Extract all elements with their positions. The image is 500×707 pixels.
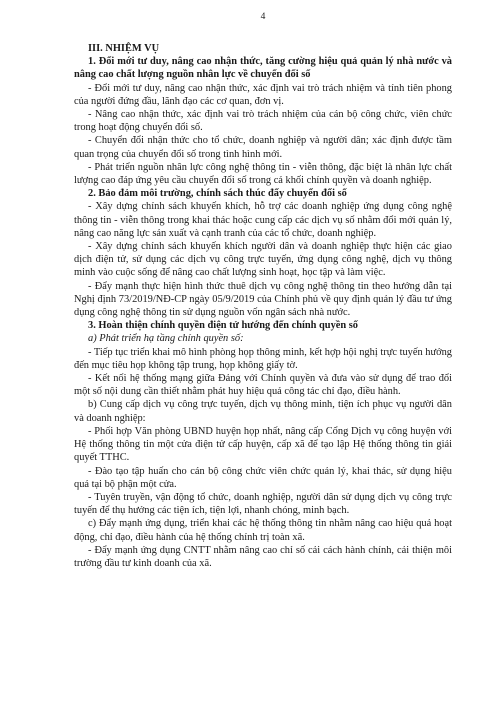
list-item: - Tuyên truyền, vận động tổ chức, doanh nghiệp, người dân sử dụng dịch vụ công trực tuyến để thụ hưởng các tiện ích, tiện lợi, nhanh chóng, minh bạch. (74, 491, 452, 517)
list-item: - Đẩy mạnh thực hiện hình thức thuê dịch vụ công nghệ thông tin theo hướng dẫn tại Nghị định 73/2019/NĐ-CP ngày 05/9/2019 của Chính phủ về quy định quản lý đầu tư ứng dụng công nghệ thông tin sử dụng nguồn vốn ngân sách nhà nước. (74, 280, 452, 319)
list-item: - Chuyển đổi nhận thức cho tổ chức, doanh nghiệp và người dân; xác định được tầm quan trọng của chuyển đổi số trong tình hình mới. (74, 135, 452, 160)
list-item: - Phối hợp Văn phòng UBND huyện họp nhất, nâng cấp Cổng Dịch vụ công huyện với Hệ thống thông tin một cửa điện tử cấp huyện, cấp xã để tạo lập Hệ thống thông tin giải quyết TTHC. (74, 425, 452, 464)
subsection-heading: 3. Hoàn thiện chính quyền điện tử hướng đến chính quyền số (88, 320, 358, 332)
subsection-label: a) Phát triển hạ tầng chính quyền số: (88, 333, 244, 345)
document-body (74, 42, 452, 570)
list-item: - Xây dựng chính sách khuyến khích, hỗ trợ các doanh nghiệp ứng dụng công nghệ thông tin - viễn thông trong khai thác hoặc cung cấp các dịch vụ số nhằm đổi mới quản lý, nâng cao năng lực sản xuất và cạnh tranh của các tổ chức, doanh nghiệp. (74, 201, 452, 239)
list-item: - Kết nối hệ thống mạng giữa Đảng với Chính quyền và đưa vào sử dụng để trao đổi một số nội dung cần thiết nhằm phát huy hiệu quả công tác chỉ đạo, điều hành. (74, 373, 452, 398)
list-item: c) Đẩy mạnh ứng dụng, triển khai các hệ thống thông tin nhằm nâng cao hiệu quả hoạt động, chỉ đạo, điều hành của hệ thống chính trị toàn xã. (74, 518, 452, 543)
subsection-heading: 1. Đổi mới tư duy, nâng cao nhận thức, tăng cường hiệu quả quản lý nhà nước và nâng cao chất lượng nguồn nhân lực về chuyển đổi số (74, 56, 452, 81)
list-item: - Phát triển nguồn nhân lực công nghệ thông tin - viễn thông, đặc biệt là nhân lực chất lượng cao đáp ứng yêu cầu chuyển đổi số trong cả khối chính quyền và doanh nghiệp. (74, 161, 452, 187)
list-item: - Xây dựng chính sách khuyến khích người dân và doanh nghiệp thực hiện các giao dịch điện tử, sử dụng các dịch vụ công trực tuyến, ứng dụng công nghệ, dịch vụ thông minh vào cuộc sống để nâng cao chất lượng sinh hoạt, học tập và làm việc. (74, 241, 452, 279)
subsection-heading: 2. Bảo đảm môi trường, chính sách thúc đẩy chuyển đổi số (88, 188, 347, 200)
section-heading: III. NHIỆM VỤ (88, 43, 160, 54)
list-item: b) Cung cấp dịch vụ công trực tuyến, dịch vụ thông minh, tiện ích phục vụ người dân và doanh nghiệp: (74, 399, 452, 424)
list-item: - Đẩy mạnh ứng dụng CNTT nhằm nâng cao chỉ số cải cách hành chính, cải thiện môi trường đầu tư kinh doanh của xã. (74, 544, 452, 569)
list-item: - Đào tạo tập huấn cho cán bộ công chức viên chức quản lý, khai thác, sử dụng hiệu quả tại bộ phận một cửa. (74, 465, 452, 490)
list-item: - Tiếp tục triển khai mô hình phòng họp thông minh, kết hợp hội nghị trực tuyến hướng đến mục tiêu họp không tập trung, họp không giấy tờ. (74, 346, 452, 371)
list-item: - Đổi mới tư duy, nâng cao nhận thức, xác định vai trò trách nhiệm và tính tiên phong của người đứng đầu, lãnh đạo các cơ quan, đơn vị. (74, 82, 452, 107)
list-item: - Nâng cao nhận thức, xác định vai trò trách nhiệm của cán bộ công chức, viên chức trong hoạt động chuyển đổi số. (74, 109, 452, 134)
page-number: 4 (260, 12, 266, 22)
